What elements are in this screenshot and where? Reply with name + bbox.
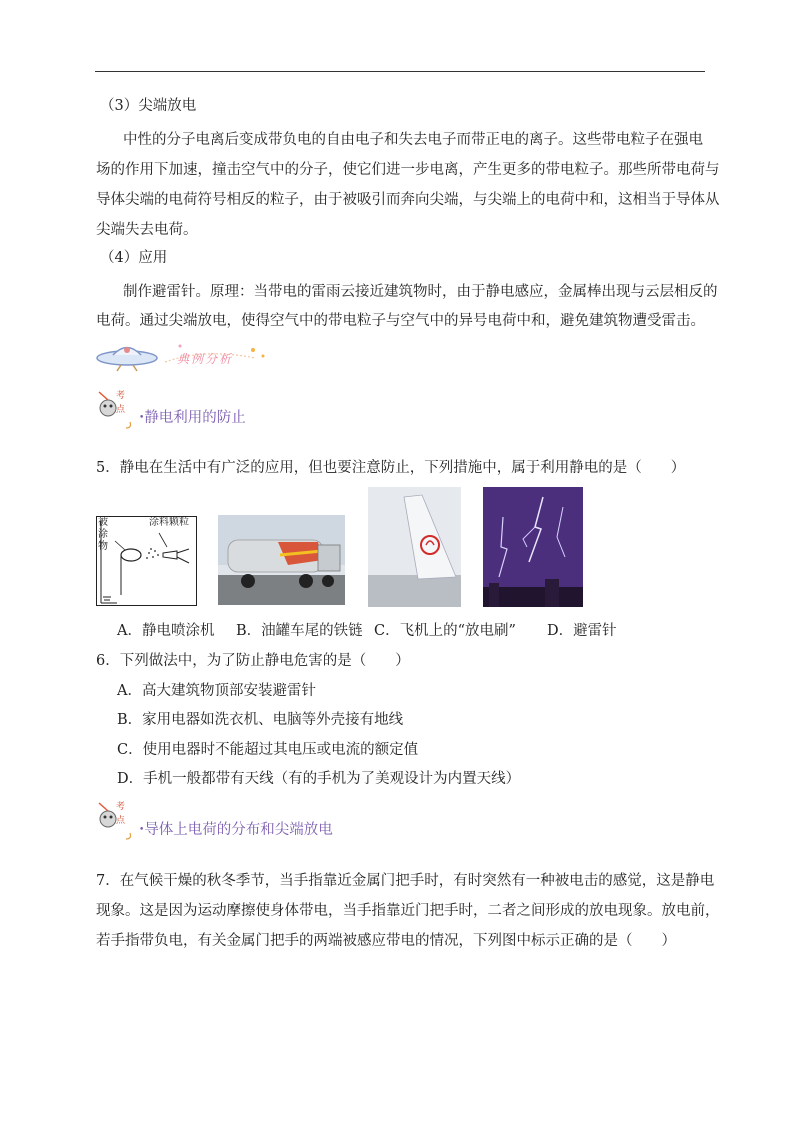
oil-tanker-photo [218, 515, 345, 605]
kaodian-icon-2 [96, 797, 134, 841]
kaodian-badge-2 [96, 797, 134, 841]
lightning-icon [483, 487, 583, 607]
kaodian-badge [96, 386, 134, 430]
kaodian-2-bottom: 点 [116, 816, 126, 826]
q6-stem: 6．下列做法中，为了防止静电危害的是（ ） [96, 653, 410, 669]
section3-line-1: 中性的分子电离后变成带负电的自由电子和失去电子而带正电的离子。这些带电粒子在强电 [123, 132, 703, 148]
tanker-truck-icon [218, 515, 345, 605]
section4-heading: （4）应用 [100, 250, 168, 266]
q6-option-b: B．家用电器如洗衣机、电脑等外壳接有地线 [117, 712, 404, 728]
spray-particles-label: 涂料颗粒 [149, 517, 189, 528]
kaodian-bottom: 点 [116, 405, 126, 415]
q5-option-a: A．静电喷涂机 [117, 623, 215, 639]
airplane-wing-photo [368, 487, 461, 607]
spray-object-label: 被 涂 物 [98, 517, 108, 552]
q5-option-d: D．避雷针 [547, 623, 617, 639]
section4-line-1: 制作避雷针。原理：当带电的雷雨云接近建筑物时，由于静电感应，金属棒出现与云层相反的 [123, 284, 718, 300]
kaodian-top: 考 [116, 391, 126, 401]
banner-text: 典例分析 [177, 352, 234, 366]
airplane-tail-icon [368, 487, 461, 607]
spray-diagram [96, 516, 197, 606]
q6-option-d: D．手机一般都带有天线（有的手机为了美观设计为内置天线） [117, 771, 521, 787]
q6-option-c: C．使用电器时不能超过其电压或电流的额定值 [117, 742, 419, 758]
section3-line-4: 尖端失去电荷。 [96, 222, 198, 238]
lightning-photo [483, 487, 583, 607]
header-rule [95, 71, 705, 72]
electrostatic-spray-diagram-icon [97, 517, 198, 607]
section3-heading: （3）尖端放电 [100, 98, 197, 114]
kaodian-2-top: 考 [116, 802, 126, 812]
topic-1-text: 静电利用的防止 [144, 410, 246, 426]
topic-1: •静电利用的防止 [139, 410, 246, 426]
q7-line-3: 若手指带负电，有关金属门把手的两端被感应带电的情况，下列图中标示正确的是（ ） [96, 933, 676, 949]
q5-option-b: B．油罐车尾的铁链 [236, 623, 363, 639]
q5-stem: 5．静电在生活中有广泛的应用，但也要注意防止，下列措施中，属于利用静电的是（ ） [96, 460, 686, 476]
kaodian-icon [96, 386, 134, 430]
section4-line-2: 电荷。通过尖端放电，使得空气中的带电粒子与空气中的异号电荷中和，避免建筑物遭受雷击。 [96, 313, 705, 329]
topic-2-text: 导体上电荷的分布和尖端放电 [144, 822, 333, 838]
q7-line-1: 7．在气候干燥的秋冬季节，当手指靠近金属门把手时，有时突然有一种被电击的感觉，这是静电 [96, 873, 715, 889]
topic-2: •导体上电荷的分布和尖端放电 [139, 822, 333, 838]
example-analysis-banner [95, 338, 275, 374]
q5-option-c: C．飞机上的“放电刷” [374, 623, 516, 639]
q7-line-2: 现象。这是因为运动摩擦使身体带电，当手指靠近门把手时，二者之间形成的放电现象。放电前， [96, 903, 720, 919]
section3-line-2: 场的作用下加速，撞击空气中的分子，使它们进一步电离，产生更多的带电粒子。那些所带电荷与 [96, 162, 720, 178]
section3-line-3: 导体尖端的电荷符号相反的粒子，由于被吸引而奔向尖端，与尖端上的电荷中和，这相当于导体从 [96, 192, 720, 208]
q6-option-a: A．高大建筑物顶部安装避雷针 [117, 683, 316, 699]
